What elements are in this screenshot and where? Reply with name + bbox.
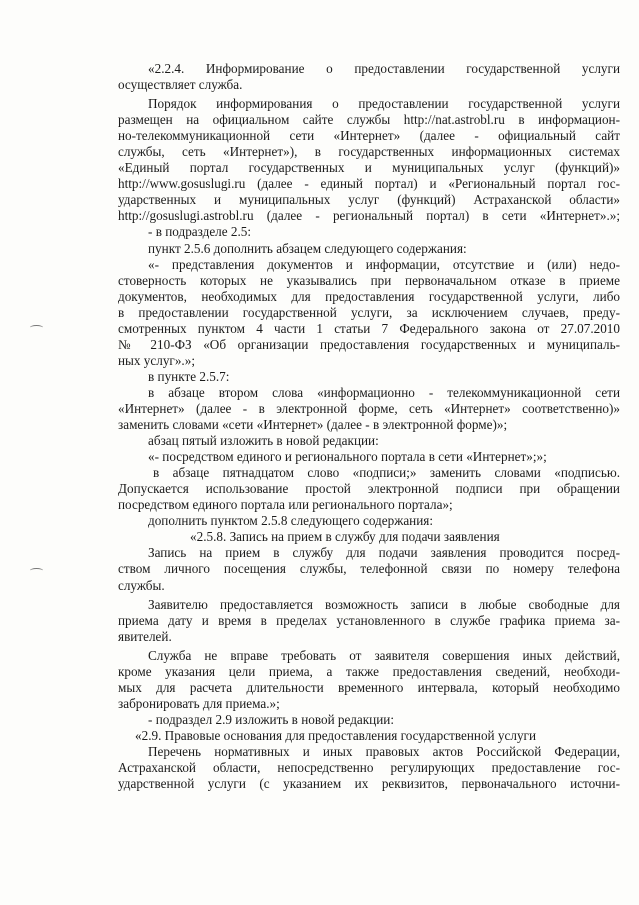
text-line: абзац пятый изложить в новой редакции:: [148, 433, 379, 449]
text-line: ударственной услуги (с указанием их реквизитов, первоначального источни-: [118, 776, 620, 792]
text-line: стоверность которых не указывались при первоначальном отказе в приеме: [118, 272, 620, 288]
text-line: «Интернет» (далее - в электронной форме, сеть «Интернет» соответственно)»: [118, 400, 620, 416]
text-line: «2.9. Правовые основания для предоставления государственной услуги: [135, 727, 537, 743]
text-line: Перечень нормативных и иных правовых актов Российской Федерации,: [148, 743, 620, 759]
text-line: в предоставлении государственной услуги, за исключением случаев, преду-: [118, 304, 620, 320]
text-line: размещен на официальном сайте службы http://nat.astrobl.ru в информацион-: [118, 112, 620, 128]
text-line: но-телекоммуникационной сети «Интернет» (далее - официальный сайт: [118, 128, 620, 144]
text-line: в абзаце пятнадцатом слово «подписи;» заменить словами «подписью.: [153, 465, 620, 481]
text-line: «- представления документов и информации, отсутствие и (или) недо-: [148, 256, 620, 272]
text-line: в абзаце втором слова «информационно - телекоммуникационной сети: [148, 384, 620, 400]
text-line: забронировать для приема.»;: [118, 695, 280, 711]
text-line: http://gosuslugi.astrobl.ru (далее - региональный портал) в сети «Интернет».»;: [118, 208, 620, 224]
text-line: службы, сеть «Интернет»), в государственных информационных системах: [118, 144, 620, 160]
text-line: дополнить пунктом 2.5.8 следующего содержания:: [148, 513, 434, 529]
text-line: документов, необходимых для предоставления государственной услуги, либо: [118, 288, 620, 304]
text-line: Порядок информирования о предоставлении государственной услуги: [148, 96, 620, 112]
text-line: явителей.: [118, 628, 172, 644]
text-line: пункт 2.5.6 дополнить абзацем следующего содержания:: [148, 240, 467, 256]
text-line: осуществляет служба.: [118, 77, 243, 93]
text-line: - в подразделе 2.5:: [148, 224, 252, 240]
text-line: Служба не вправе требовать от заявителя совершения иных действий,: [148, 647, 620, 663]
text-line: смотренных пунктом 4 части 1 статьи 7 Федерального закона от 27.07.2010: [118, 320, 620, 336]
text-line: Запись на прием в службу для подачи заявления проводится посред-: [148, 545, 620, 561]
text-line: № 210-ФЗ «Об организации предоставления государственных и муниципаль-: [118, 336, 620, 352]
text-line: «- посредством единого и регионального портала в сети «Интернет»;»;: [148, 449, 547, 465]
text-line: ударственных и муниципальных услуг (функций) Астраханской области»: [118, 192, 620, 208]
text-line: ных услуг».»;: [118, 352, 195, 368]
scan-margin-mark: [30, 325, 43, 330]
text-line: «Единый портал государственных и муниципальных услуг (функций)»: [118, 160, 620, 176]
text-line: Заявителю предоставляется возможность записи в любые свободные для: [148, 596, 620, 612]
text-line: - подраздел 2.9 изложить в новой редакции:: [148, 711, 395, 727]
text-line: «2.2.4. Информирование о предоставлении государственной услуги: [148, 61, 620, 76]
text-line: кроме указания цели приема, а также предоставления сведений, необходи-: [118, 663, 620, 679]
text-line: в пункте 2.5.7:: [148, 368, 230, 384]
text-line: Астраханской области, непосредственно регулирующих предоставление гос-: [118, 760, 620, 776]
text-line: заменить словами «сети «Интернет» (далее - в электронной форме)»;: [118, 417, 508, 433]
text-line: http://www.gosuslugi.ru (далее - единый портал) и «Региональный портал гос-: [118, 176, 620, 192]
text-line: ством личного посещения службы, телефонной связи по номеру телефона: [118, 561, 620, 577]
text-line: приема дату и время в пределах установленного в службе графика приема за-: [118, 612, 620, 628]
text-line: посредством единого портала или регионального портала»;: [118, 497, 453, 513]
document-text: [118, 61, 620, 792]
text-line: мых для расчета длительности временного интервала, который необходимо: [118, 679, 620, 695]
text-line: Допускается использование простой электронной подписи при обращении: [118, 481, 620, 497]
text-line: «2.5.8. Запись на прием в службу для подачи заявления: [190, 529, 500, 545]
scan-margin-mark: [30, 568, 43, 573]
text-line: службы.: [118, 577, 165, 593]
